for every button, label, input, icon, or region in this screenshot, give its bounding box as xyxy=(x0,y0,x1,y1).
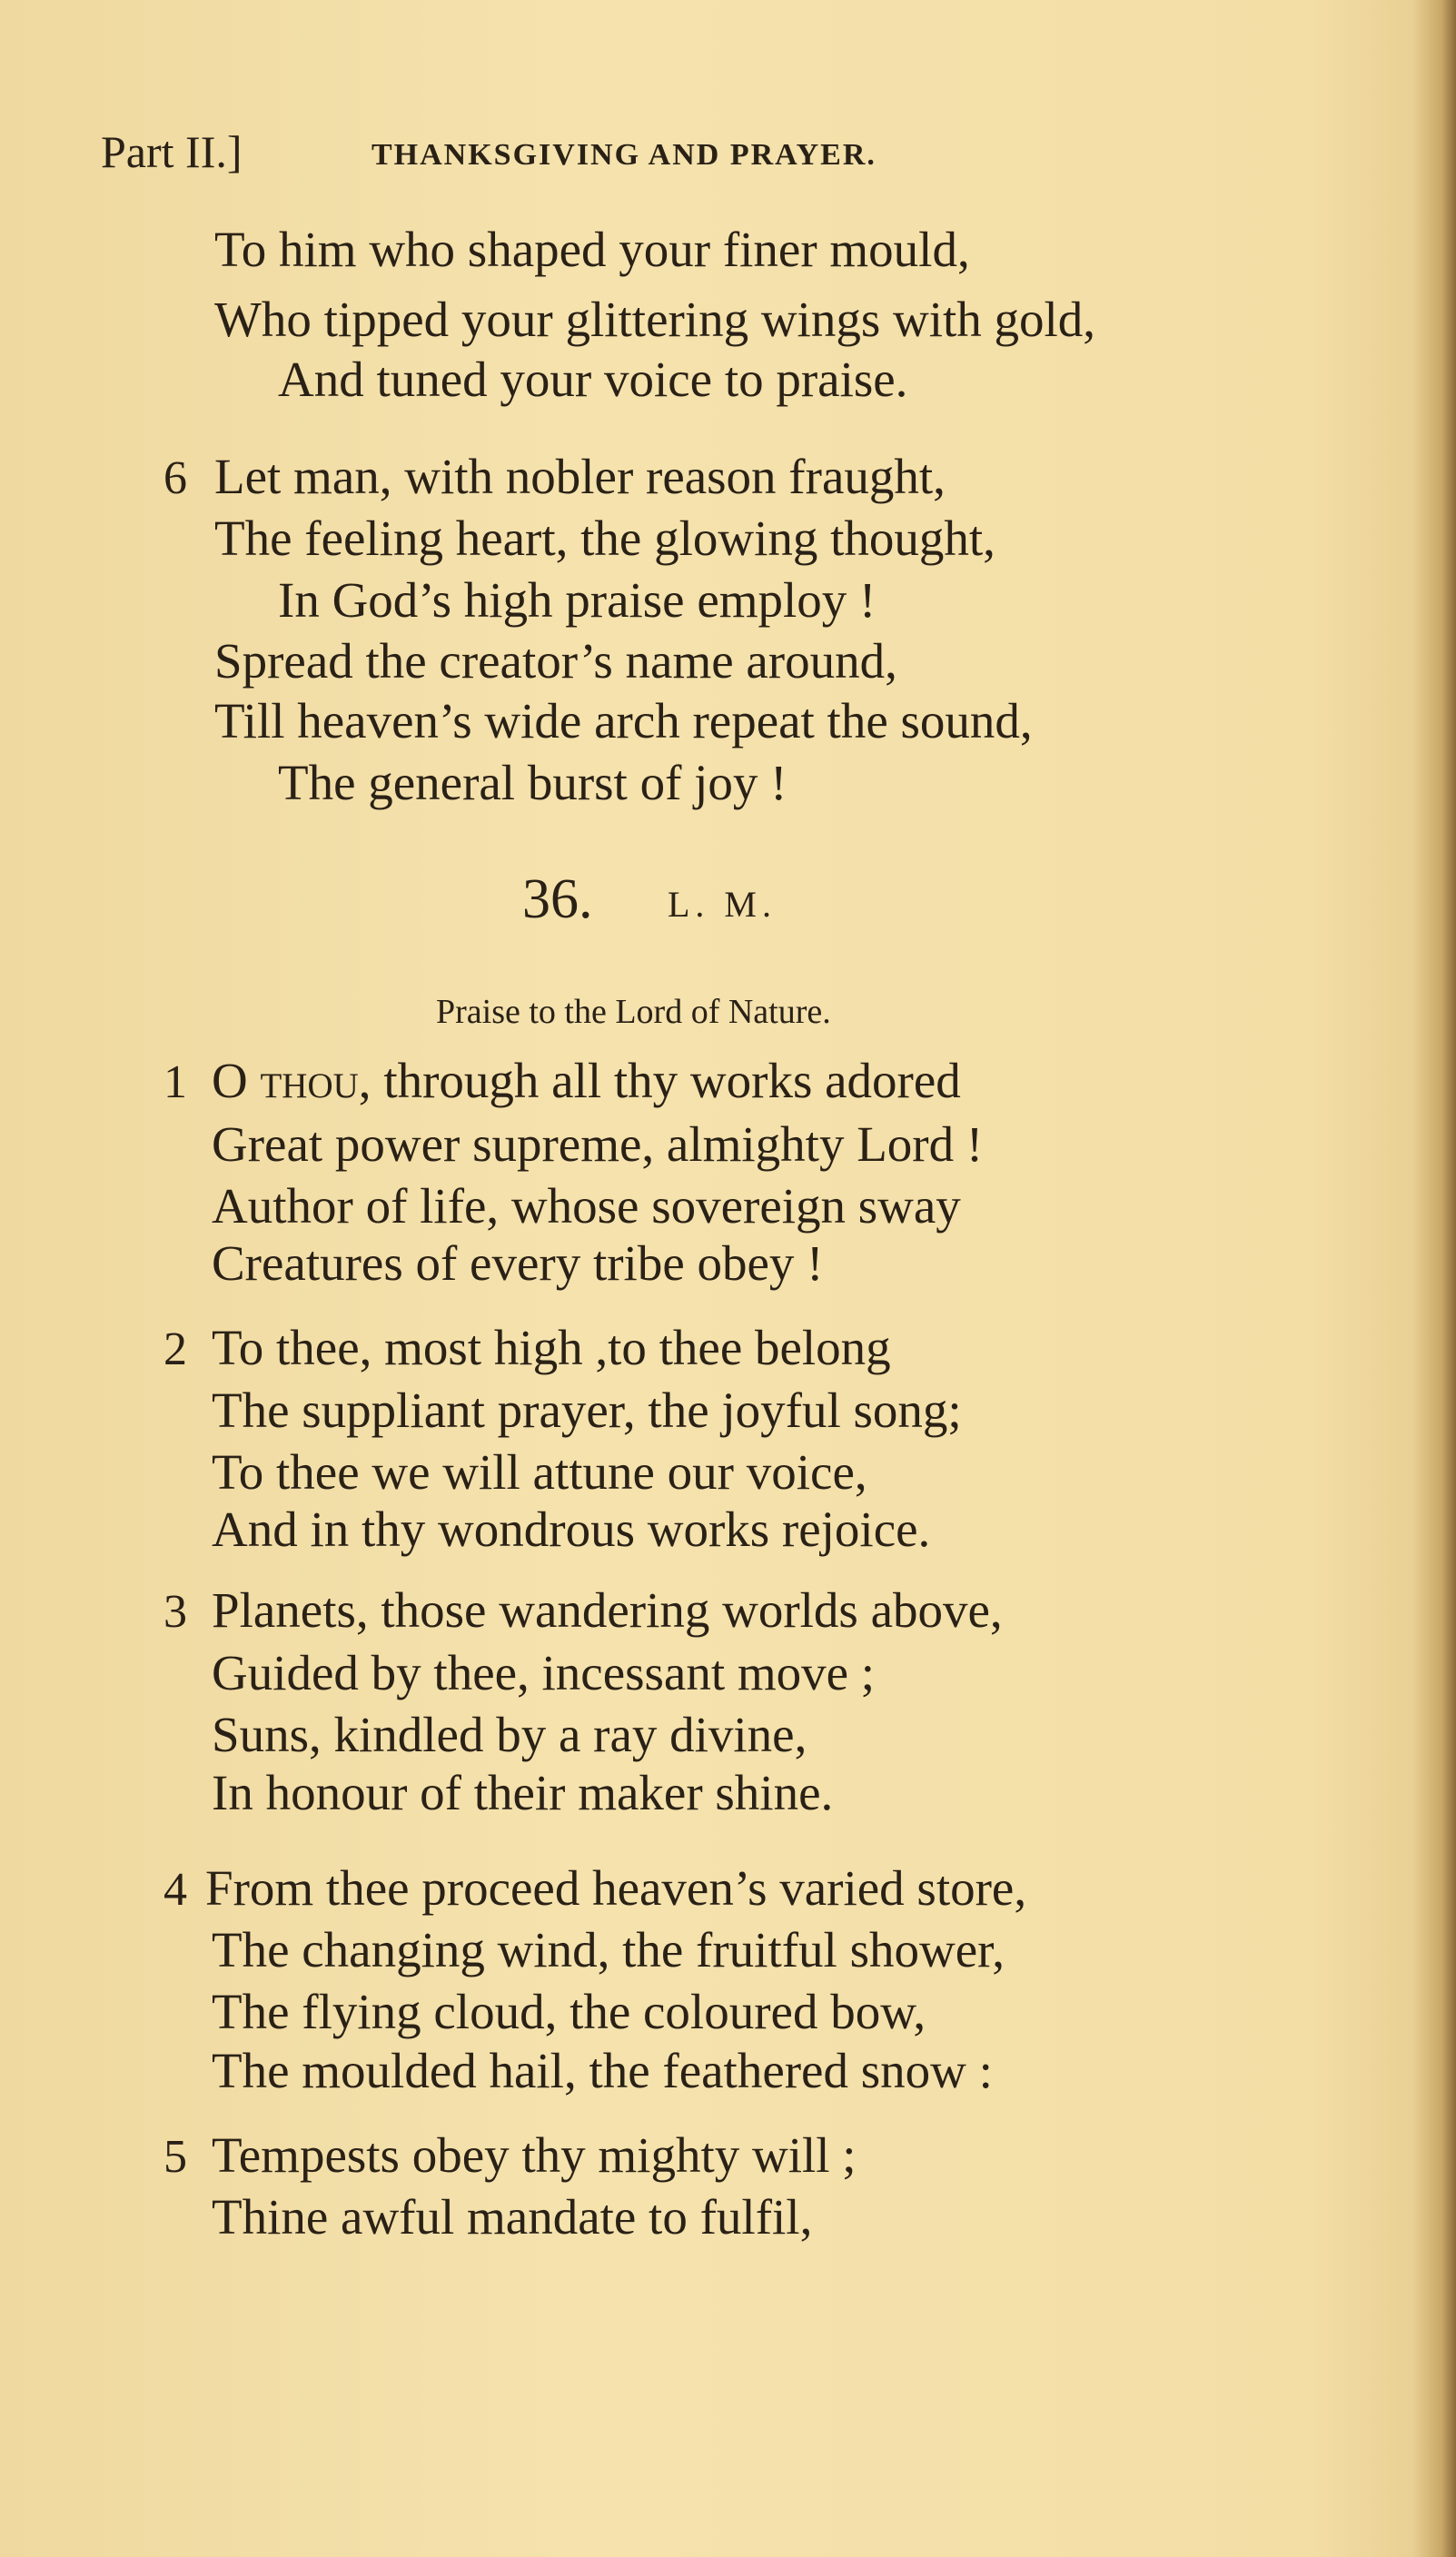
verse-line: In honour of their maker shine. xyxy=(212,1765,834,1820)
verse-line: Creatures of every tribe obey ! xyxy=(212,1235,824,1291)
verse-line: From thee proceed heaven’s varied store, xyxy=(205,1860,1027,1916)
stanza-number: 6 xyxy=(163,452,187,504)
hymn-subtitle: Praise to the Lord of Nature. xyxy=(436,993,831,1031)
stanza-number: 5 xyxy=(163,2131,187,2183)
verse-line: And tuned your voice to praise. xyxy=(278,352,908,407)
verse-line: The general burst of joy ! xyxy=(278,755,787,810)
stanza-number: 1 xyxy=(163,1056,187,1108)
stanza-number: 4 xyxy=(163,1864,187,1916)
verse-line: The feeling heart, the glowing thought, xyxy=(214,510,995,566)
verse-line: The moulded hail, the feathered snow : xyxy=(212,2043,993,2098)
verse-line: Till heaven’s wide arch repeat the sound, xyxy=(214,693,1033,748)
verse-line: The suppliant prayer, the joyful song; xyxy=(212,1383,962,1438)
running-head-title: THANKSGIVING AND PRAYER. xyxy=(371,138,877,172)
stanza-number: 2 xyxy=(163,1323,187,1375)
small-caps-word: thou, xyxy=(260,1053,371,1108)
verse-line: The changing wind, the fruitful shower, xyxy=(212,1922,1005,1977)
verse-line: Thine awful mandate to fulfil, xyxy=(212,2189,813,2245)
verse-line: Guided by thee, incessant move ; xyxy=(212,1645,876,1700)
line-rest: through all thy works adored xyxy=(371,1053,961,1108)
stanza-number: 3 xyxy=(163,1586,187,1638)
verse-line: Planets, those wandering worlds above, xyxy=(212,1582,1003,1638)
verse-line: To him who shaped your finer mould, xyxy=(214,222,970,277)
verse-line: To thee we will attune our voice, xyxy=(212,1444,867,1500)
hymn-number: 36. xyxy=(522,868,593,930)
verse-line: Great power supreme, almighty Lord ! xyxy=(212,1116,984,1172)
first-word: O xyxy=(212,1053,261,1108)
verse-line: The flying cloud, the coloured bow, xyxy=(212,1984,926,2039)
verse-line: Spread the creator’s name around, xyxy=(214,633,897,689)
verse-line: To thee, most high ,to thee belong xyxy=(212,1320,891,1375)
verse-line: And in thy wondrous works rejoice. xyxy=(212,1501,931,1557)
hymn-meter: L. M. xyxy=(668,884,777,925)
verse-line: Suns, kindled by a ray divine, xyxy=(212,1707,807,1762)
verse-line xyxy=(212,1053,961,1108)
running-head-part: Part II.] xyxy=(101,126,243,177)
verse-line: Author of life, whose sovereign sway xyxy=(212,1178,961,1234)
verse-line: In God’s high praise employ ! xyxy=(278,572,877,628)
verse-line: Let man, with nobler reason fraught, xyxy=(214,449,946,504)
verse-line: Who tipped your glittering wings with gold, xyxy=(214,292,1096,347)
verse-line: Tempests obey thy mighty will ; xyxy=(212,2127,857,2183)
